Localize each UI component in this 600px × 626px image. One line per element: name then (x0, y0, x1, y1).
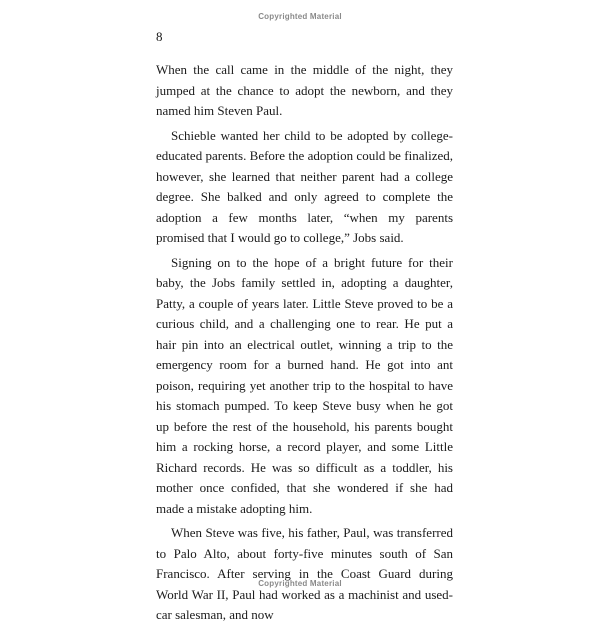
copyright-banner-top: Copyrighted Material (258, 12, 342, 21)
copyright-banner-bottom: Copyrighted Material (258, 579, 342, 588)
page-body (156, 60, 453, 626)
paragraph: Signing on to the hope of a bright future for their baby, the Jobs family settled in, adopting a daughter, Patty, a couple of years later. Little Steve proved to be a curious child, and a challenging one to rear. He put a hair pin into an electrical outlet, winning a trip to the emergency room for a burned hand. He got into ant poison, requiring yet another trip to the hospital to have his stomach pumped. To keep Steve busy when he got up before the rest of the household, his parents bought him a rocking horse, a record player, and some Little Richard records. He was so difficult as a toddler, his mother once confided, that she wondered if she had made a mistake adopting him. (156, 254, 453, 516)
paragraph: When the call came in the middle of the night, they jumped at the chance to adopt the newborn, and they named him Steven Paul. (156, 62, 453, 118)
paragraph: Schieble wanted her child to be adopted by college-educated parents. Before the adoption could be finalized, however, she learned that neither parent had a college degree. She balked and only agreed to complete the adoption a few months later, “when my parents promised that I would go to college,” Jobs said. (156, 127, 453, 245)
paragraph: When Steve was five, his father, Paul, was transferred to Palo Alto, about forty-five minutes south of San Francisco. After serving in the Coast Guard during World War II, Paul had worked as a machinist and used-car salesman, and now (156, 525, 453, 622)
page-number: 8 (156, 29, 163, 44)
